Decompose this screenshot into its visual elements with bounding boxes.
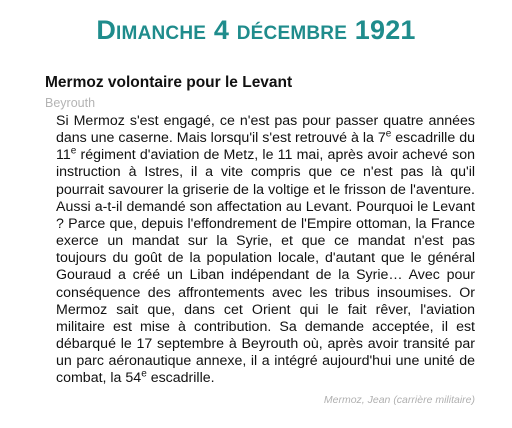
superscript: e (141, 368, 147, 380)
source-link[interactable]: Mermoz, Jean (carrière militaire) (323, 393, 475, 406)
superscript: e (385, 128, 392, 140)
body-segment: escadrille du 11 (56, 130, 475, 164)
article-location: Beyrouth (45, 96, 96, 110)
body-segment: escadrille. (146, 370, 215, 387)
article-headline: Mermoz volontaire pour le Levant (45, 74, 293, 91)
body-segment: Si Mermoz s'est engagé, ce n'est pas pour passer quatre années dans une caserne. Mais lorsqu'il s'est retrouvé à la 7 (56, 113, 475, 147)
superscript: e (70, 145, 77, 157)
article (45, 74, 475, 406)
article-body (56, 113, 475, 388)
body-segment: régiment d'aviation de Metz, le 11 mai, après avoir achevé son instruction à Istres, il a vite compris que ce n'est pas là qu'il pourrait savourer la griserie de la voltige et le frisson de l'aventure. Aussi a-t-il demandé son affectation au Levant. Pourquoi le Levant ? Parce que, depuis l'effondrement de l'Empire ottoman, la France exerce un mandat sur la Syrie, et que ce mandat n'est pas toujours du goût de la population locale, d'autant que le général Gouraud a créé un Liban indépendant de la Syrie… Avec pour conséquence des affrontements avec les tribus insoumises. Or Mermoz sait que, dans cet Orient qui le fait rêver, l'aviation militaire est mise à contribution. Sa demande acceptée, il est débarqué le 17 septembre à Beyrouth où, après avoir transité par un parc aéronautique annexe, il a intégré aujourd'hui une unité de combat, la 54 (56, 147, 475, 387)
page-title: Dimanche 4 décembre 1921 (96, 15, 416, 45)
